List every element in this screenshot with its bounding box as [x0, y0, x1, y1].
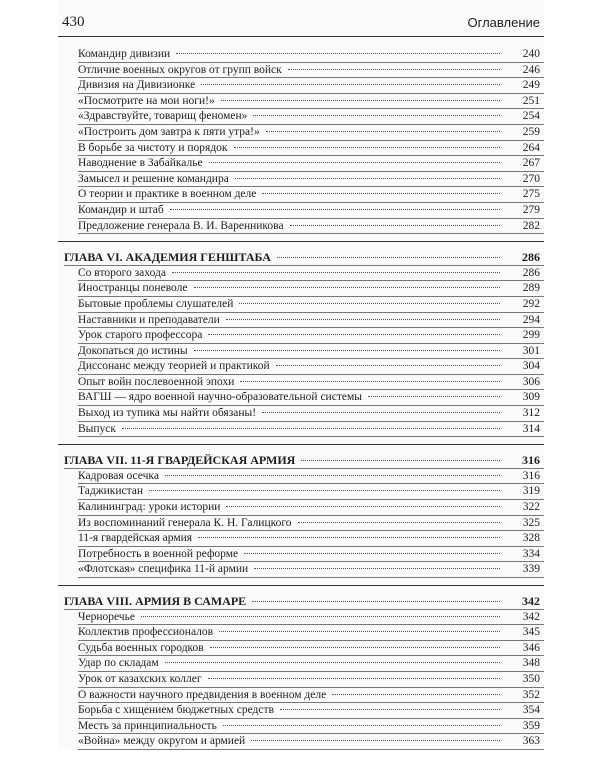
entry-page-number: 306	[522, 375, 540, 388]
entry-page-number: 249	[522, 79, 540, 92]
toc-section	[58, 453, 544, 586]
toc-entry	[58, 516, 544, 532]
entry-title: «Война» между округом и армией	[78, 735, 246, 748]
running-head: Оглавление	[467, 15, 540, 30]
entry-page-number: 264	[522, 141, 540, 154]
dot-leader	[122, 428, 500, 429]
entry-title: Отличие военных округов от групп войск	[78, 63, 282, 76]
entry-page-number: 309	[522, 391, 540, 404]
chapter-title: ГЛАВА VII. 11-Я ГВАРДЕЙСКАЯ АРМИЯ	[64, 453, 296, 468]
entry-title: «Построить дом завтра к пяти утра!»	[78, 125, 260, 138]
dot-leader	[288, 69, 500, 70]
entry-page-number: 348	[522, 657, 540, 670]
entry-title: Иностранцы поневоле	[78, 282, 188, 295]
entry-page-number: 339	[522, 563, 540, 576]
page-header	[58, 14, 544, 37]
entry-page-number: 345	[522, 626, 540, 639]
dot-leader	[208, 678, 500, 679]
entry-title: Дивизия на Дивизионке	[78, 79, 196, 92]
toc-entry	[58, 562, 544, 578]
entry-page-number: 352	[522, 688, 540, 701]
entry-page-number: 301	[522, 344, 540, 357]
chapter-title: ГЛАВА VI. АКАДЕМИЯ ГЕНШТАБА	[64, 250, 271, 265]
toc-entry	[58, 688, 544, 704]
entry-page-number: 334	[522, 547, 540, 560]
table-of-contents	[58, 47, 544, 765]
dot-leader	[219, 631, 500, 632]
dot-leader	[262, 412, 500, 413]
entry-page-number: 322	[522, 501, 540, 514]
entry-title: «Посмотрите на мои ноги!»	[78, 94, 215, 107]
dot-leader	[165, 662, 500, 663]
entry-page-number: 316	[522, 453, 540, 468]
toc-chapter-heading	[58, 453, 544, 469]
entry-page-number: 279	[522, 203, 540, 216]
toc-entry	[58, 375, 544, 391]
dot-leader	[332, 694, 500, 695]
entry-page-number: 342	[522, 594, 540, 608]
entry-page-number: 240	[522, 48, 540, 60]
entry-title: Со второго захода	[78, 266, 166, 279]
dot-leader	[226, 319, 500, 320]
entry-title: Командир и штаб	[78, 203, 164, 216]
row-underline	[78, 577, 544, 578]
dot-leader	[235, 178, 500, 179]
dot-leader	[201, 84, 500, 85]
toc-entry	[58, 406, 544, 422]
entry-title: ВАГШ — ядро военной научно-образовательной системы	[78, 391, 362, 404]
toc-entry	[58, 297, 544, 313]
entry-page-number: 314	[522, 422, 540, 435]
toc-entry	[58, 344, 544, 360]
entry-title: Командир дивизии	[78, 48, 171, 60]
entry-page-number: 354	[522, 704, 540, 717]
toc-entry	[58, 94, 544, 110]
entry-title: «Флотская» специфика 11-й армии	[78, 563, 249, 576]
dot-leader	[301, 460, 500, 461]
toc-entry	[58, 359, 544, 375]
entry-title: Калининград: уроки истории	[78, 501, 221, 514]
entry-page-number: 275	[522, 188, 540, 201]
entry-page-number: 299	[522, 329, 540, 342]
dot-leader	[172, 272, 500, 273]
entry-page-number: 292	[522, 297, 540, 310]
entry-title: О теории и практике в военном деле	[78, 188, 257, 201]
dot-leader	[141, 616, 500, 617]
toc-entry	[58, 172, 544, 188]
dot-leader	[208, 334, 500, 335]
dot-leader	[240, 381, 500, 382]
entry-page-number: 286	[522, 250, 540, 265]
toc-entry	[58, 109, 544, 125]
toc-entry	[58, 47, 544, 63]
dot-leader	[280, 709, 500, 710]
entry-page-number: 259	[522, 125, 540, 138]
entry-page-number: 289	[522, 282, 540, 295]
toc-entry	[58, 734, 544, 750]
toc-chapter-heading	[58, 250, 544, 266]
entry-title: Наставники и преподаватели	[78, 313, 220, 326]
dot-leader	[223, 725, 500, 726]
dot-leader	[194, 287, 501, 288]
toc-section	[58, 594, 544, 757]
entry-title: В борьбе за чистоту и порядок	[78, 141, 228, 154]
toc-entry	[58, 390, 544, 406]
dot-leader	[253, 115, 500, 116]
entry-title: Кадровая осечка	[78, 469, 159, 482]
toc-section	[58, 47, 544, 242]
entry-page-number: 350	[522, 672, 540, 685]
entry-title: Выпуск	[78, 422, 116, 435]
row-underline	[78, 436, 544, 437]
dot-leader	[368, 396, 500, 397]
toc-entry	[58, 610, 544, 626]
toc-entry	[58, 469, 544, 485]
entry-title: Таджикистан	[78, 485, 144, 498]
entry-title: Предложение генерала В. И. Варенникова	[78, 219, 284, 232]
dot-leader	[277, 257, 500, 258]
toc-section	[58, 250, 544, 445]
entry-title: Судьба военных городков	[78, 641, 204, 654]
entry-page-number: 342	[522, 610, 540, 623]
entry-title: Опыт войн послевоенной эпохи	[78, 375, 235, 388]
toc-entry	[58, 531, 544, 547]
dot-leader	[239, 303, 500, 304]
entry-page-number: 346	[522, 641, 540, 654]
entry-title: Наводнение в Забайкалье	[78, 157, 203, 170]
entry-title: Урок от казахских коллег	[78, 672, 202, 685]
toc-entry	[58, 328, 544, 344]
toc-entry	[58, 672, 544, 688]
chapter-title: ГЛАВА VIII. АРМИЯ В САМАРЕ	[64, 594, 247, 608]
entry-title: Месть за принципиальность	[78, 719, 217, 732]
entry-title: Замысел и решение командира	[78, 172, 229, 185]
dot-leader	[226, 506, 500, 507]
toc-entry	[58, 500, 544, 516]
dot-leader	[194, 350, 500, 351]
toc-entry	[58, 422, 544, 438]
toc-entry	[58, 656, 544, 672]
entry-page-number: 363	[522, 735, 540, 748]
dot-leader	[209, 162, 500, 163]
entry-title: «Здравствуйте, товарищ феномен»	[78, 110, 248, 123]
entry-title: Докопаться до истины	[78, 344, 188, 357]
dot-leader	[254, 568, 500, 569]
toc-entry	[58, 63, 544, 79]
dot-leader	[221, 100, 500, 101]
entry-page-number: 304	[522, 360, 540, 373]
toc-entry	[58, 547, 544, 563]
toc-entry	[58, 141, 544, 157]
dot-leader	[262, 193, 500, 194]
entry-page-number: 270	[522, 172, 540, 185]
entry-title: Черноречье	[78, 610, 135, 623]
entry-page-number: 328	[522, 532, 540, 545]
dot-leader	[176, 53, 500, 54]
toc-entry	[58, 125, 544, 141]
entry-page-number: 246	[522, 63, 540, 76]
toc-entry	[58, 313, 544, 329]
dot-leader	[276, 365, 500, 366]
dot-leader	[234, 147, 500, 148]
dot-leader	[170, 209, 500, 210]
toc-entry	[58, 219, 544, 235]
toc-entry	[58, 703, 544, 719]
entry-title: Удар по складам	[78, 657, 159, 670]
dot-leader	[266, 131, 500, 132]
toc-entry	[58, 281, 544, 297]
entry-title: О важности научного предвидения в военном деле	[78, 688, 327, 701]
entry-title: Потребность в военной реформе	[78, 547, 239, 560]
toc-entry	[58, 625, 544, 641]
entry-title: Из воспоминаний генерала К. Н. Галицкого	[78, 516, 292, 529]
entry-page-number: 254	[522, 110, 540, 123]
toc-entry	[58, 266, 544, 282]
toc-entry	[58, 187, 544, 203]
dot-leader	[244, 553, 500, 554]
toc-entry	[58, 641, 544, 657]
dot-leader	[298, 522, 500, 523]
entry-title: Борьба с хищением бюджетных средств	[78, 704, 274, 717]
entry-page-number: 251	[522, 94, 540, 107]
toc-entry	[58, 484, 544, 500]
dot-leader	[210, 647, 500, 648]
entry-page-number: 267	[522, 157, 540, 170]
toc-entry	[58, 78, 544, 94]
entry-page-number: 319	[522, 485, 540, 498]
dot-leader	[290, 225, 500, 226]
entry-title: Диссонанс между теорией и практикой	[78, 360, 270, 373]
row-underline	[78, 233, 544, 234]
toc-entry	[58, 719, 544, 735]
entry-title: Урок старого профессора	[78, 329, 203, 342]
entry-title: Коллектив профессионалов	[78, 626, 214, 639]
entry-page-number: 282	[522, 219, 540, 232]
toc-entry	[58, 156, 544, 172]
dot-leader	[198, 537, 500, 538]
entry-page-number: 312	[522, 407, 540, 420]
dot-leader	[149, 490, 500, 491]
entry-title: 11-я гвардейская армия	[78, 532, 193, 545]
entry-page-number: 294	[522, 313, 540, 326]
entry-page-number: 316	[522, 469, 540, 482]
entry-title: Выход из тупика мы найти обязаны!	[78, 407, 257, 420]
page-number: 430	[62, 14, 85, 30]
entry-page-number: 325	[522, 516, 540, 529]
entry-title: Бытовые проблемы слушателей	[78, 297, 234, 310]
toc-entry	[58, 203, 544, 219]
dot-leader	[252, 601, 500, 602]
entry-page-number: 286	[522, 266, 540, 279]
dot-leader	[251, 740, 500, 741]
toc-chapter-heading	[58, 594, 544, 610]
dot-leader	[165, 475, 500, 476]
entry-page-number: 359	[522, 719, 540, 732]
